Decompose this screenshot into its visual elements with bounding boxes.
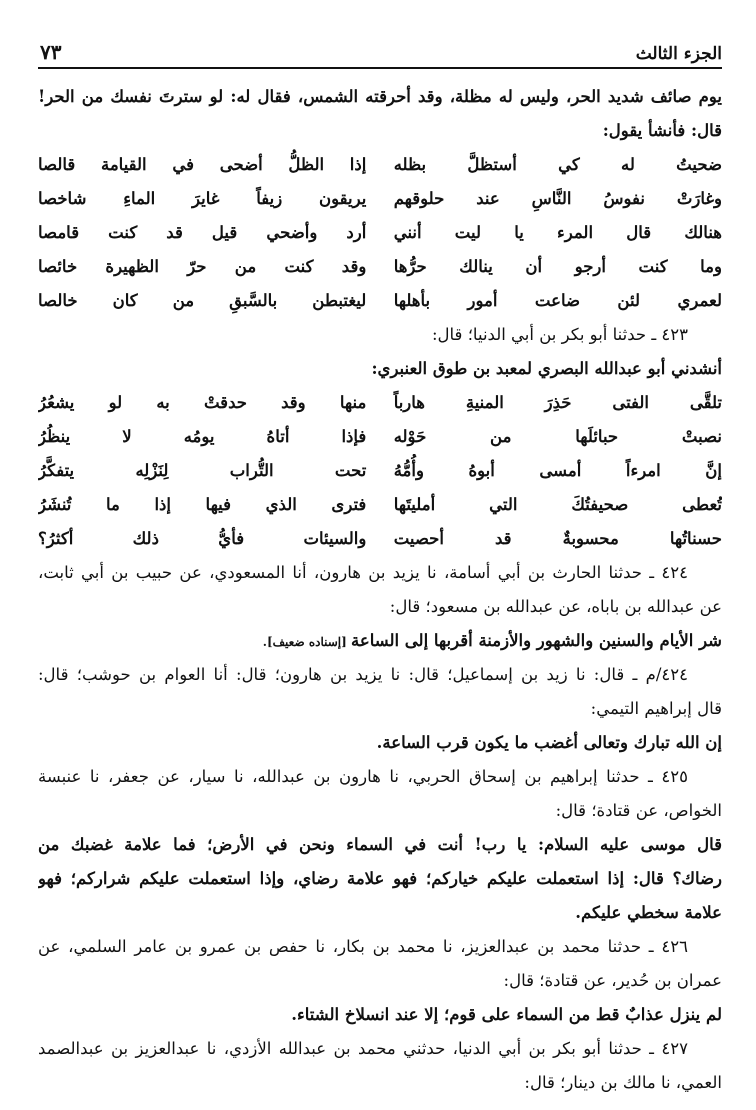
line-text: قال موسى عليه السلام: يا رب! أنت في السماء ونحن في الأرض؛ فما علامة غضبك من bbox=[38, 835, 722, 854]
verse-line bbox=[38, 216, 722, 250]
line-text: ٤٢٤ ـ حدثنا الحارث بن أبي أسامة، نا يزيد بن هارون، أنا المسعودي، عن حبيب بن أبي ثابت، bbox=[38, 563, 688, 582]
verse-line bbox=[38, 420, 722, 454]
line-text: عن عبدالله بن باباه، عن عبدالله بن مسعود؛ قال: bbox=[389, 597, 722, 616]
text-line-continuation bbox=[38, 692, 722, 726]
page-header bbox=[40, 32, 722, 64]
text-line bbox=[38, 998, 722, 1032]
text-line bbox=[38, 1032, 722, 1066]
line-text: ٤٢٣ ـ حدثنا أبو بكر بن أبي الدنيا؛ قال: bbox=[431, 325, 688, 344]
text-line bbox=[38, 658, 722, 692]
line-text: قال إبراهيم التيمي: bbox=[590, 699, 722, 718]
line-text: عمران بن حُدير، عن قتادة؛ قال: bbox=[503, 971, 722, 990]
verse-line bbox=[38, 522, 722, 556]
verse-first-hemistich: وما كنت أرجو أن ينالك حرُّها bbox=[393, 257, 722, 276]
line-text: ٤٢٥ ـ حدثنا إبراهيم بن إسحاق الحربي، نا هارون بن عبدالله، نا سيار، عن جعفر، نا عنبسة bbox=[38, 767, 688, 786]
verse-line bbox=[38, 148, 722, 182]
line-text: ٤٢٤/م ـ قال: نا زيد بن إسماعيل؛ قال: نا يزيد بن هارون؛ قال: أنا العوام بن حوشب؛ قال: bbox=[38, 665, 688, 684]
verse-first-hemistich: هنالك قال المرء يا ليت أنني bbox=[393, 223, 722, 242]
line-text: العمي، نا مالك بن دينار؛ قال: bbox=[524, 1073, 722, 1092]
text-line-continuation bbox=[38, 794, 722, 828]
verse-second-hemistich: ليغتبطن بالسَّبقِ من كان خالصا bbox=[38, 291, 367, 310]
verse-first-hemistich: حسناتُها محسوبةٌ قد أحصيت bbox=[393, 529, 722, 548]
text-line-continuation bbox=[38, 896, 722, 930]
text-line bbox=[38, 352, 722, 386]
line-text: قال: فأنشأ يقول: bbox=[602, 121, 722, 140]
verse-line bbox=[38, 182, 722, 216]
text-line bbox=[38, 726, 722, 760]
verse-second-hemistich: فإذا أتاهُ يومُه لا ينظُرُ bbox=[38, 427, 367, 446]
verse-line bbox=[38, 488, 722, 522]
verse-line bbox=[38, 284, 722, 318]
verse-line bbox=[38, 250, 722, 284]
text-line bbox=[38, 80, 722, 114]
text-line bbox=[38, 318, 722, 352]
verse-second-hemistich: أرد وأضحي قيل قد كنت قامصا bbox=[38, 223, 367, 242]
verse-second-hemistich: فترى الذي فيها إذا ما تُنشَرُ bbox=[38, 495, 367, 514]
verse-second-hemistich: والسيئات فأيُّ ذلك أكثرُ؟ bbox=[38, 529, 367, 548]
page-body bbox=[38, 80, 722, 1110]
text-line-continuation bbox=[38, 862, 722, 896]
verse-first-hemistich: تلقَّى الفتى حَذِرَ المنيةِ هارباً bbox=[393, 393, 722, 412]
text-line-continuation bbox=[38, 1066, 722, 1100]
text-line bbox=[38, 760, 722, 794]
page-number: ٧٣ bbox=[40, 40, 62, 64]
verse-second-hemistich: منها وقد حدقتْ به لو يشعُرُ bbox=[38, 393, 367, 412]
text-line bbox=[38, 114, 722, 148]
line-text: إن الله تبارك وتعالى أغضب ما يكون قرب الساعة. bbox=[376, 733, 722, 752]
text-line-continuation bbox=[38, 590, 722, 624]
verse-second-hemistich: يريقون زيفاً غايرَ الماءِ شاخصا bbox=[38, 189, 367, 208]
verse-first-hemistich: إنَّ امرءاً أمسى أبوهُ وأُمُّهُ bbox=[393, 461, 722, 480]
verse-line bbox=[38, 386, 722, 420]
text-line bbox=[38, 930, 722, 964]
line-text: ٤٢٧ ـ حدثنا أبو بكر بن أبي الدنيا، حدثني محمد بن عبدالله الأزدي، نا عبدالعزيز بن عبدالصمد bbox=[38, 1039, 688, 1058]
book-title: الجزء الثالث bbox=[635, 44, 722, 64]
verse-first-hemistich: لعمري لئن ضاعت أمور بأهلها bbox=[393, 291, 722, 310]
verse-second-hemistich: تحت التُّراب لِنَزْلِه يتفكَّرُ bbox=[38, 461, 367, 480]
verse-first-hemistich: ضحيتُ له كي أستظلَّ بظله bbox=[393, 155, 722, 174]
text-line-continuation bbox=[38, 964, 722, 998]
verse-first-hemistich: وغارَتْ نفوسُ النَّاسِ عند حلوقهم bbox=[393, 189, 722, 208]
line-text: أنشدني أبو عبدالله البصري لمعبد بن طوق العنبري: bbox=[371, 359, 722, 378]
line-text: شر الأيام والسنين والشهور والأزمنة أقربها إلى الساعة bbox=[351, 631, 722, 650]
verse-line bbox=[38, 454, 722, 488]
text-line bbox=[38, 556, 722, 590]
verse-first-hemistich: نصبتْ حبائلَها من حَوْله bbox=[393, 427, 722, 446]
verse-second-hemistich: إذا الظلُّ أضحى في القيامة قالصا bbox=[38, 155, 367, 174]
line-text: رضاك؟ قال: إذا استعملت عليكم خياركم؛ فهو علامة رضاي، وإذا استعملت عليكم شراركم؛ فهو bbox=[38, 869, 722, 888]
line-text: الخواص، عن قتادة؛ قال: bbox=[555, 801, 722, 820]
verse-first-hemistich: تُعطى صحيفتُكَ التي أمليتَها bbox=[393, 495, 722, 514]
line-text: لم ينزل عذابٌ قط من السماء على قوم؛ إلا عند انسلاخ الشتاء. bbox=[291, 1005, 722, 1024]
line-text: ٤٢٦ ـ حدثنا محمد بن عبدالعزيز، نا محمد بن بكار، نا حفص بن عمرو بن عامر السلمي، عن bbox=[38, 937, 688, 956]
text-line bbox=[38, 828, 722, 862]
text-line bbox=[38, 624, 722, 658]
header-rule bbox=[38, 67, 722, 69]
line-text: يوم صائف شديد الحر، وليس له مظلة، وقد أحرقته الشمس، فقال له: لو سترتَ نفسك من الحر! bbox=[38, 87, 722, 106]
verse-second-hemistich: وقد كنت من حرّ الظهيرة خائصا bbox=[38, 257, 367, 276]
grading-note: [إسناده ضعيف]. bbox=[262, 635, 351, 649]
line-text: علامة سخطي عليكم. bbox=[575, 903, 722, 922]
